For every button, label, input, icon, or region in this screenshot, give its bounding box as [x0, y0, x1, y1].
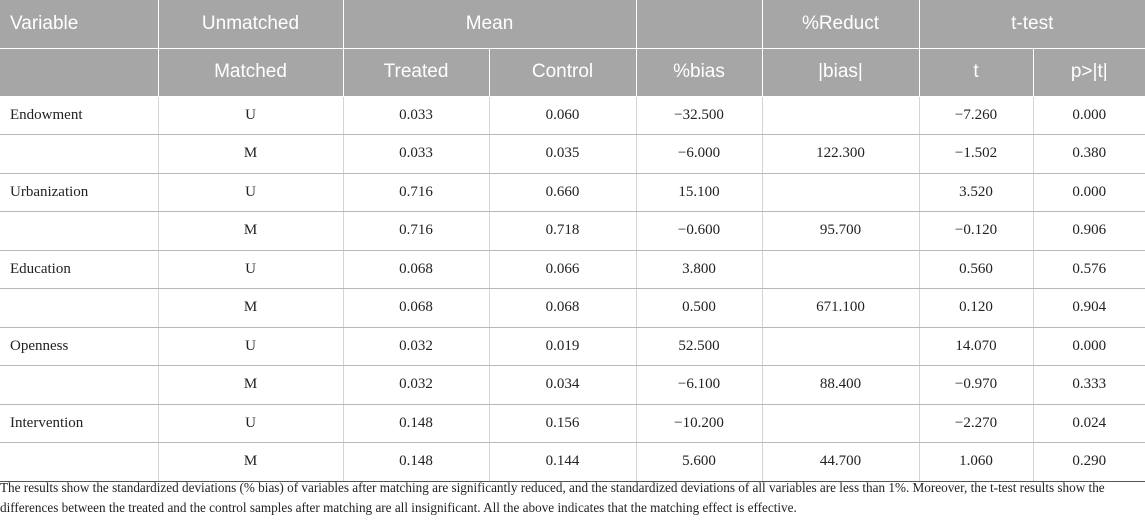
cell-variable [0, 212, 158, 251]
cell-bias: 5.600 [636, 443, 762, 482]
header-abs-bias: |bias| [762, 48, 919, 96]
cell-p: 0.333 [1033, 366, 1145, 405]
cell-treated: 0.148 [343, 404, 489, 443]
cell-reduct: 88.400 [762, 366, 919, 405]
cell-sample: M [158, 135, 343, 174]
header-control: Control [489, 48, 636, 96]
cell-treated: 0.068 [343, 250, 489, 289]
table-row [0, 135, 1145, 174]
cell-reduct: 671.100 [762, 289, 919, 328]
table-body [0, 96, 1145, 481]
cell-variable: Urbanization [0, 173, 158, 212]
cell-sample: M [158, 366, 343, 405]
cell-t: −2.270 [919, 404, 1033, 443]
cell-sample: U [158, 173, 343, 212]
cell-treated: 0.032 [343, 327, 489, 366]
cell-control: 0.066 [489, 250, 636, 289]
cell-treated: 0.716 [343, 173, 489, 212]
cell-t: 0.120 [919, 289, 1033, 328]
header-variable-blank [0, 48, 158, 96]
cell-p: 0.000 [1033, 173, 1145, 212]
table-row [0, 443, 1145, 482]
cell-variable: Education [0, 250, 158, 289]
cell-reduct [762, 250, 919, 289]
cell-sample: M [158, 443, 343, 482]
cell-reduct [762, 327, 919, 366]
header-bias: %bias [636, 48, 762, 96]
cell-treated: 0.033 [343, 135, 489, 174]
cell-bias: 52.500 [636, 327, 762, 366]
cell-control: 0.034 [489, 366, 636, 405]
cell-reduct [762, 96, 919, 135]
cell-t: −7.260 [919, 96, 1033, 135]
header-row-1 [0, 0, 1145, 48]
cell-reduct [762, 173, 919, 212]
header-p: p>|t| [1033, 48, 1145, 96]
cell-treated: 0.716 [343, 212, 489, 251]
cell-control: 0.019 [489, 327, 636, 366]
table-row [0, 250, 1145, 289]
cell-t: 3.520 [919, 173, 1033, 212]
cell-bias: −10.200 [636, 404, 762, 443]
cell-variable [0, 289, 158, 328]
header-matched: Matched [158, 48, 343, 96]
table-row [0, 289, 1145, 328]
cell-sample: U [158, 96, 343, 135]
cell-p: 0.290 [1033, 443, 1145, 482]
table-row [0, 327, 1145, 366]
table-row [0, 404, 1145, 443]
cell-variable: Intervention [0, 404, 158, 443]
cell-t: −1.502 [919, 135, 1033, 174]
header-reduct: %Reduct [762, 0, 919, 48]
cell-variable [0, 443, 158, 482]
cell-p: 0.000 [1033, 327, 1145, 366]
cell-p: 0.380 [1033, 135, 1145, 174]
header-variable: Variable [0, 0, 158, 48]
cell-bias: −0.600 [636, 212, 762, 251]
cell-p: 0.576 [1033, 250, 1145, 289]
cell-control: 0.068 [489, 289, 636, 328]
cell-control: 0.144 [489, 443, 636, 482]
table-row [0, 366, 1145, 405]
cell-bias: 0.500 [636, 289, 762, 328]
table-row [0, 212, 1145, 251]
cell-control: 0.060 [489, 96, 636, 135]
table-footnote: The results show the standardized deviations (% bias) of variables after matching are significantly reduced, and the standardized deviations of all variables are less than 1%. Moreover, the t-test results show the differences between the treated and the control samples after matching are all insignificant. All the above indicates that the matching effect is effective. [0, 480, 1105, 515]
cell-treated: 0.148 [343, 443, 489, 482]
header-unmatched: Unmatched [158, 0, 343, 48]
header-treated: Treated [343, 48, 489, 96]
cell-reduct [762, 404, 919, 443]
cell-bias: 3.800 [636, 250, 762, 289]
cell-p: 0.906 [1033, 212, 1145, 251]
header-t: t [919, 48, 1033, 96]
cell-t: 1.060 [919, 443, 1033, 482]
header-bias-blank [636, 0, 762, 48]
cell-control: 0.035 [489, 135, 636, 174]
cell-variable [0, 135, 158, 174]
cell-bias: −6.100 [636, 366, 762, 405]
cell-t: 14.070 [919, 327, 1033, 366]
cell-reduct: 44.700 [762, 443, 919, 482]
cell-sample: M [158, 212, 343, 251]
cell-treated: 0.033 [343, 96, 489, 135]
cell-bias: −6.000 [636, 135, 762, 174]
cell-bias: −32.500 [636, 96, 762, 135]
cell-control: 0.718 [489, 212, 636, 251]
cell-control: 0.660 [489, 173, 636, 212]
cell-p: 0.000 [1033, 96, 1145, 135]
cell-sample: U [158, 327, 343, 366]
cell-t: −0.120 [919, 212, 1033, 251]
header-ttest: t-test [919, 0, 1145, 48]
cell-sample: U [158, 250, 343, 289]
table-row [0, 173, 1145, 212]
cell-t: −0.970 [919, 366, 1033, 405]
cell-bias: 15.100 [636, 173, 762, 212]
header-mean: Mean [343, 0, 636, 48]
cell-p: 0.024 [1033, 404, 1145, 443]
cell-reduct: 122.300 [762, 135, 919, 174]
cell-variable: Openness [0, 327, 158, 366]
cell-variable [0, 366, 158, 405]
cell-p: 0.904 [1033, 289, 1145, 328]
cell-treated: 0.068 [343, 289, 489, 328]
cell-variable: Endowment [0, 96, 158, 135]
cell-reduct: 95.700 [762, 212, 919, 251]
cell-t: 0.560 [919, 250, 1033, 289]
cell-sample: U [158, 404, 343, 443]
cell-control: 0.156 [489, 404, 636, 443]
table-row [0, 96, 1145, 135]
cell-sample: M [158, 289, 343, 328]
header-row-2 [0, 48, 1145, 96]
cell-treated: 0.032 [343, 366, 489, 405]
